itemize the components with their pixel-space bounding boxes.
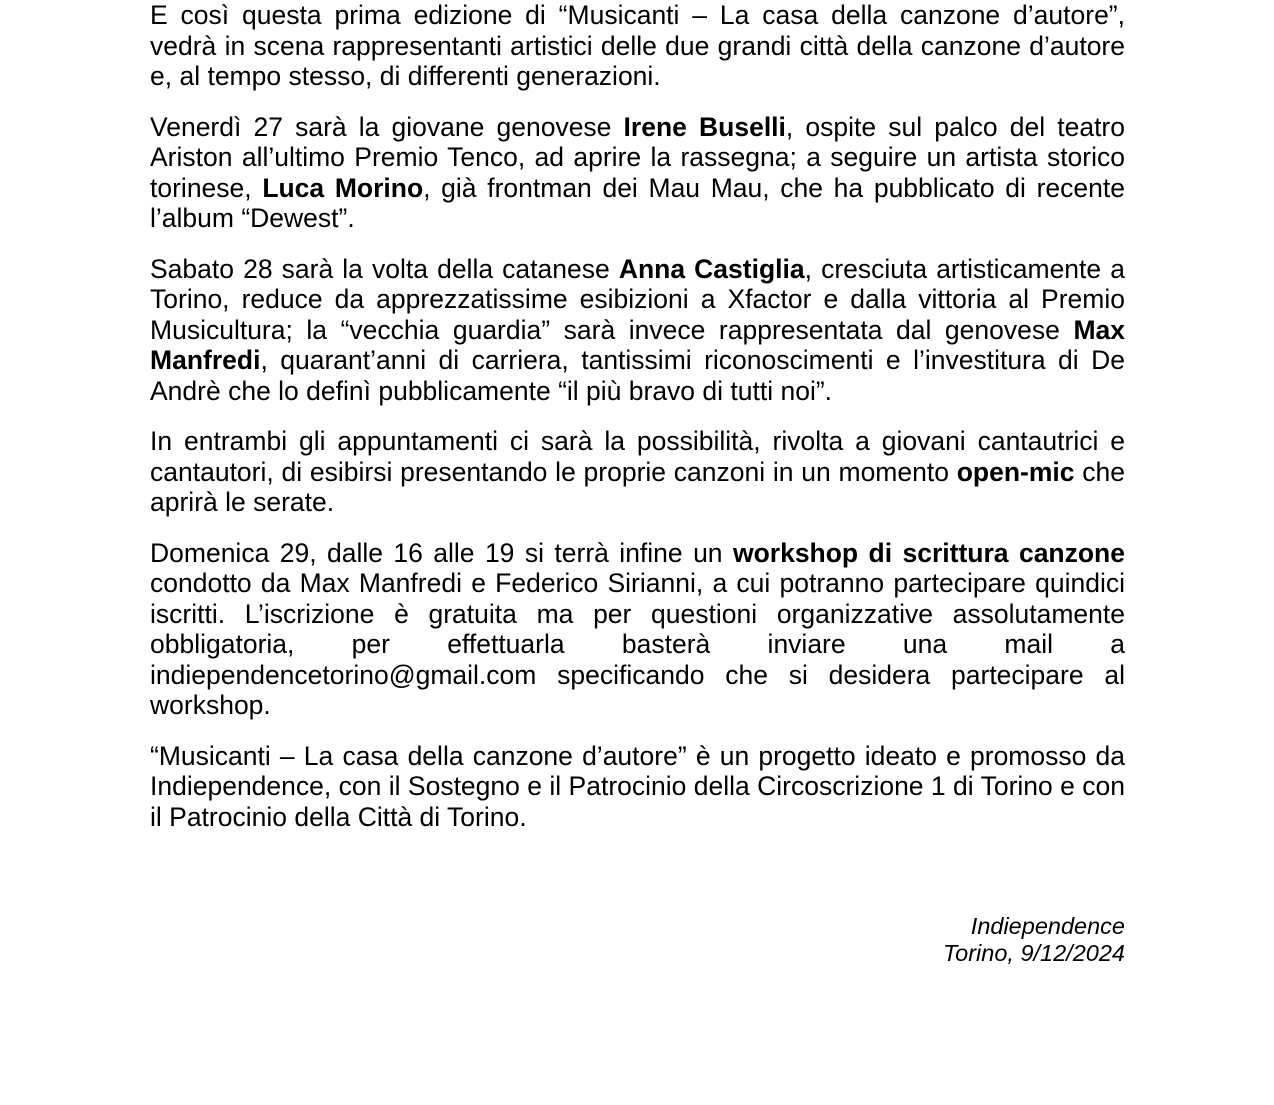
document-page — [150, 0, 1125, 966]
paragraph-text: , già frontman dei Mau Mau, che ha pubblicato di recente l’album “Dewest”. — [150, 172, 1125, 233]
signature-block — [943, 913, 1125, 967]
signature-place-date: Torino, 9/12/2024 — [942, 940, 1125, 966]
paragraph-intro — [150, 0, 1125, 92]
paragraph-text: In entrambi gli appuntamenti ci sarà la possibilità, rivolta a giovani cantautrici e cantautori, di esibirsi presentando le proprie canzoni in un momento — [150, 426, 1125, 487]
paragraph-text: Venerdì 27 sarà la giovane genovese — [150, 111, 624, 142]
paragraph-text: , quarant’anni di carriera, tantissimi riconoscimenti e l’investitura di De Andrè che lo definì pubblicamente “il più bravo di tutti noi”. — [150, 345, 1125, 406]
paragraph-text: , cresciuta artisticamente a Torino, reduce da apprezzatissime esibizioni a Xfactor e dalla vittoria al Premio Musicultura; la “vecchia guardia” sarà invece rappresentata dal genovese — [150, 253, 1125, 345]
paragraph-text: che aprirà le serate. — [150, 456, 1125, 517]
highlight-text: open-mic — [956, 456, 1075, 487]
paragraph-text: Sabato 28 sarà la volta della catanese — [150, 253, 619, 284]
paragraph-text: “Musicanti – La casa della canzone d’autore” è un progetto ideato e promosso da Indiependence, con il Sostegno e il Patrocinio della Circoscrizione 1 di Torino e con il Patrocinio della Città di Torino. — [150, 740, 1125, 832]
artist-name: Luca Morino — [262, 172, 424, 203]
paragraph-text: condotto da Max Manfredi e Federico Sirianni, a cui potranno partecipare quindici iscritti. L’iscrizione è gratuita ma per questioni organizzative assolutamente obbligatoria, per effettuarla basterà inviare una mail a indiependencetorino@gmail.com specificando che si desidera partecipare al workshop. — [150, 568, 1125, 720]
paragraph-saturday — [150, 254, 1125, 407]
paragraph-text: , ospite sul palco del teatro Ariston all’ultimo Premio Tenco, ad aprire la rassegna; a seguire un artista storico torinese, — [150, 111, 1125, 203]
paragraph-project — [150, 741, 1125, 833]
paragraph-text: Domenica 29, dalle 16 alle 19 si terrà infine un — [150, 537, 733, 568]
artist-name: Max Manfredi — [150, 314, 1125, 375]
paragraph-workshop — [150, 538, 1125, 721]
artist-name: Anna Castiglia — [618, 253, 805, 284]
artist-name: Irene Buselli — [623, 111, 786, 142]
paragraph-text: E così questa prima edizione di “Musicanti – La casa della canzone d’autore”, vedrà in scena rappresentanti artistici delle due grandi città della canzone d’autore e, al tempo stesso, di differenti generazioni. — [150, 0, 1125, 91]
highlight-text: workshop di scrittura canzone — [732, 537, 1125, 568]
paragraph-open-mic — [150, 426, 1125, 518]
signature-org: Indiependence — [970, 913, 1125, 939]
paragraph-friday — [150, 112, 1125, 234]
